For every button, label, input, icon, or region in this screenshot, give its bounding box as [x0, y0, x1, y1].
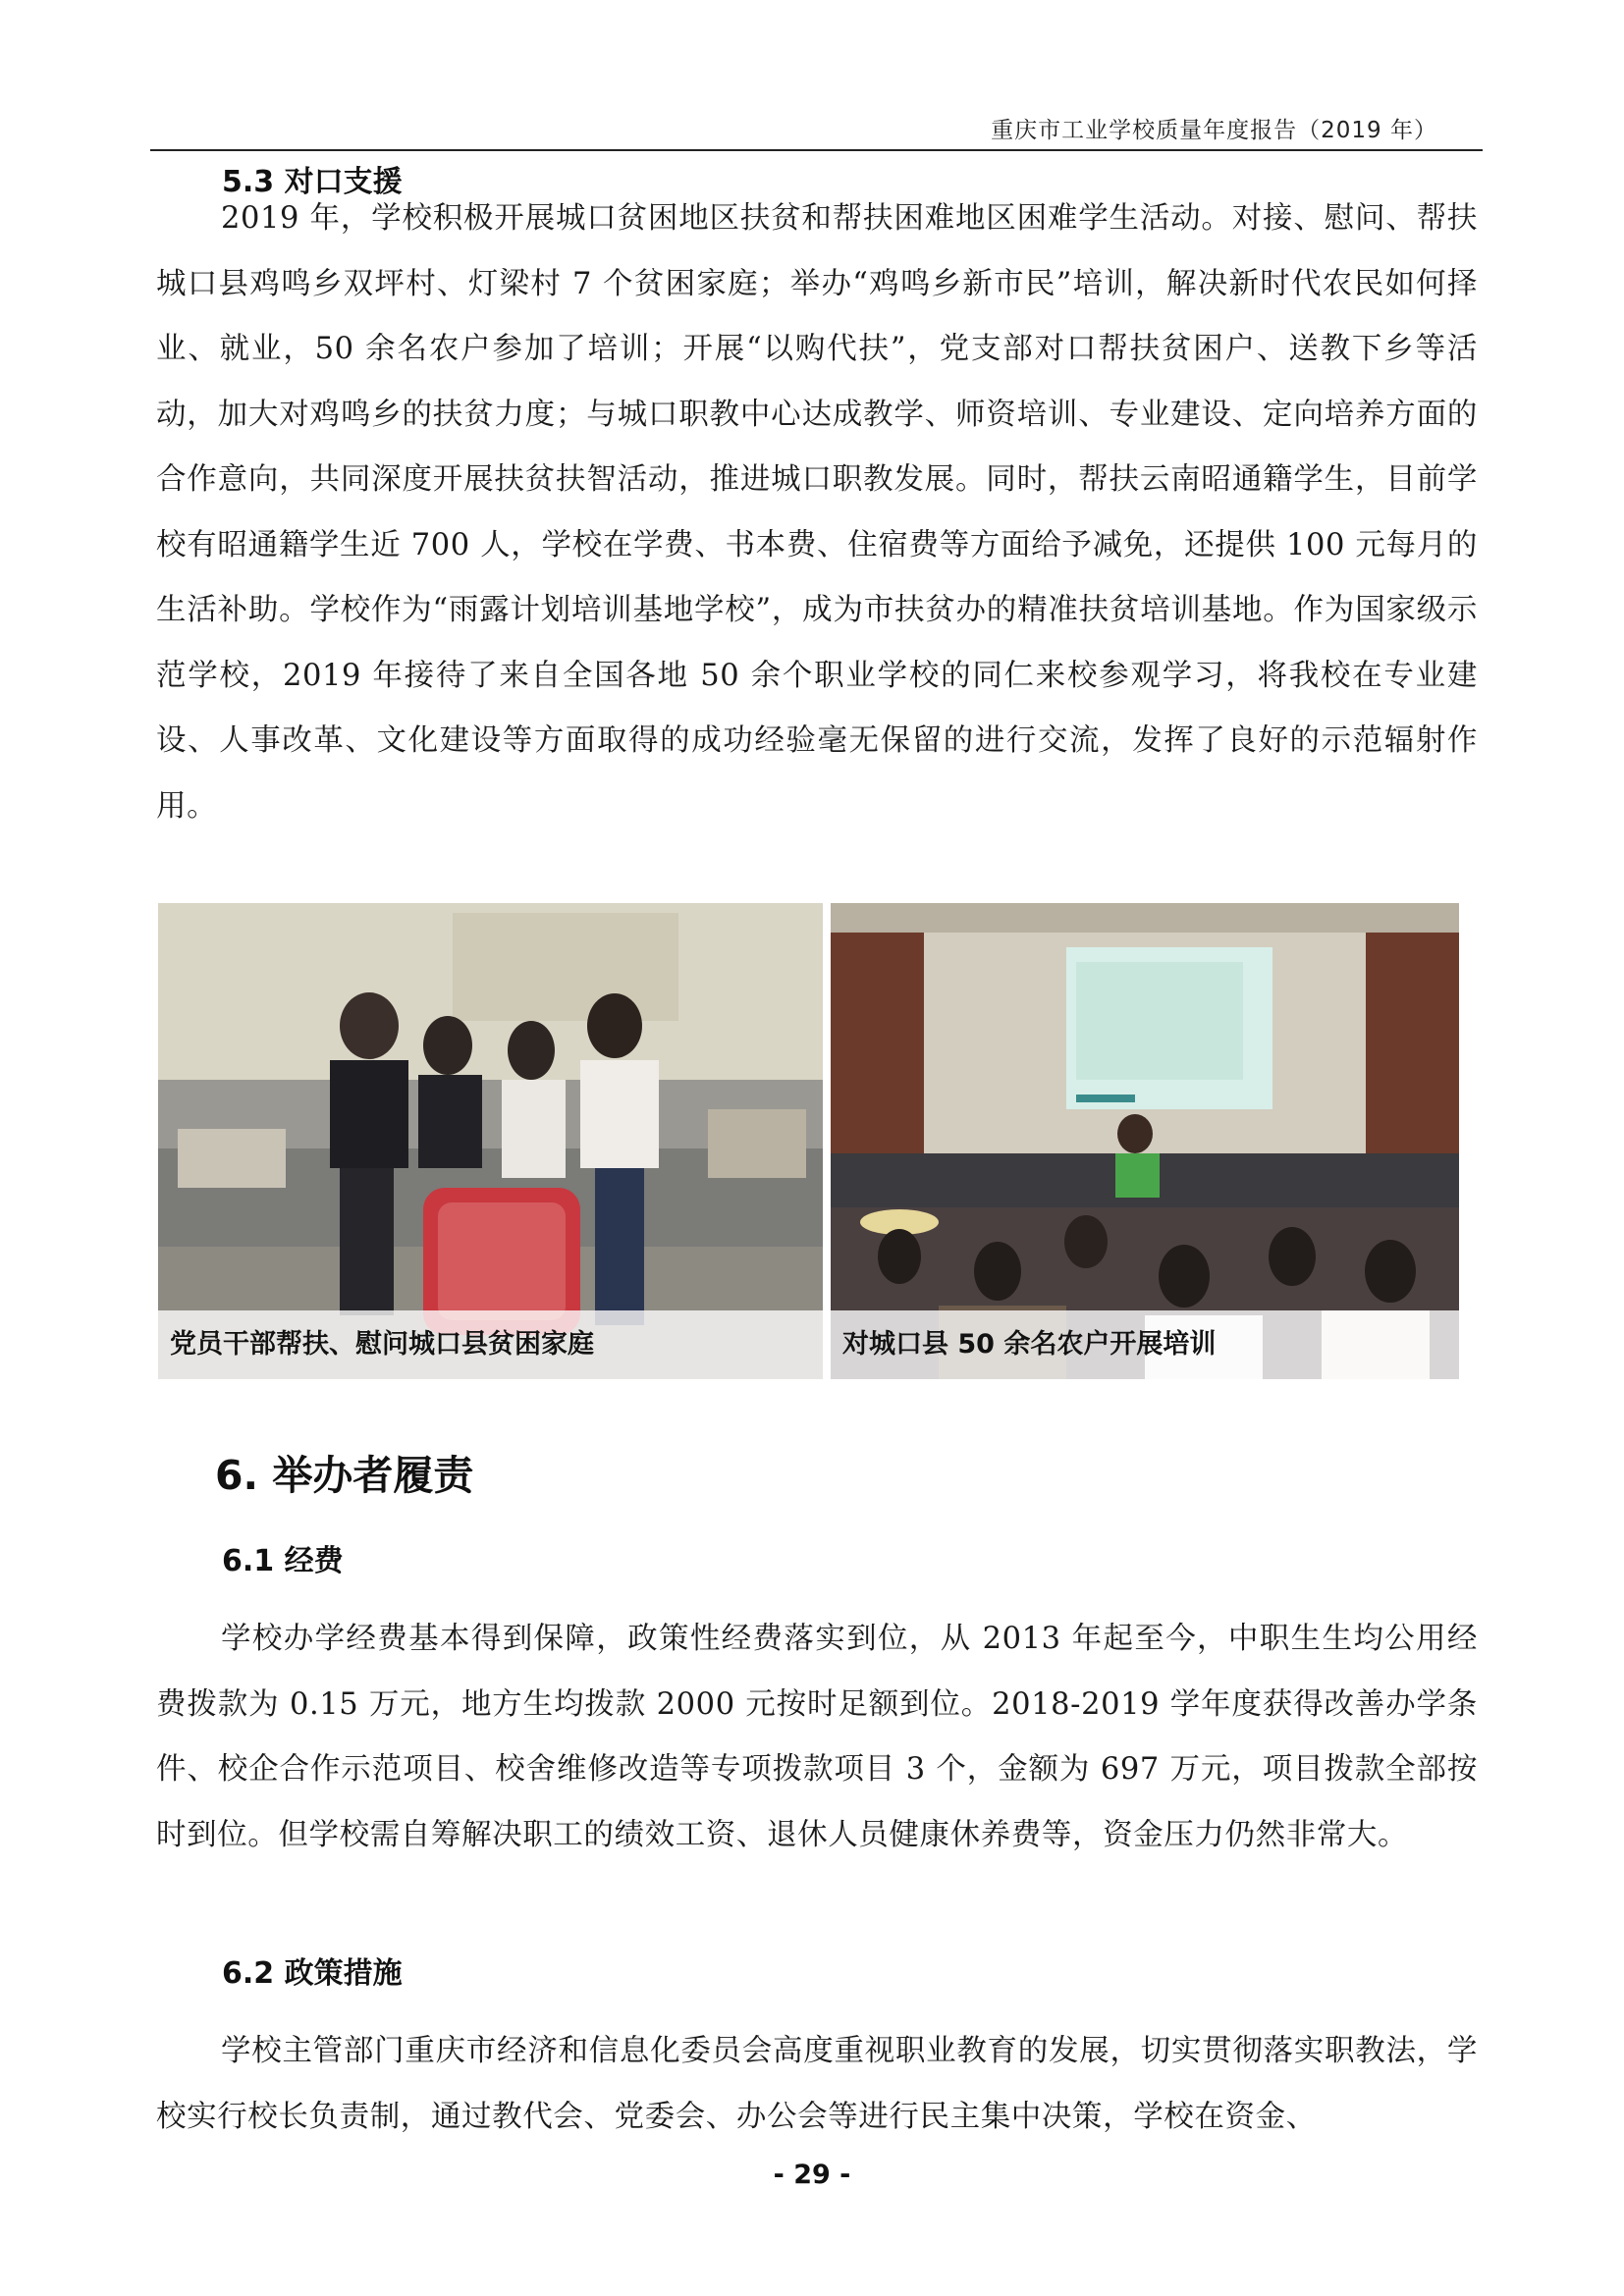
paragraph-6-2: 学校主管部门重庆市经济和信息化委员会高度重视职业教育的发展，切实贯彻落实职教法，学校实行校长负责制，通过教代会、党委会、办公会等进行民主集中决策，学校在资金、 [156, 2034, 1478, 2134]
page-number: - 29 - [773, 2160, 851, 2190]
section-heading-6-2: 6.2 政策措施 [222, 1956, 403, 1991]
photo-caption: 对城口县 50 余名农户开展培训 [831, 1310, 1459, 1379]
photo-farmer-training-image [831, 903, 1459, 1379]
paragraph-5-3: 2019 年，学校积极开展城口贫困地区扶贫和帮扶困难地区困难学生活动。对接、慰问、帮扶城口县鸡鸣乡双坪村、灯梁村 7 个贫困家庭；举办“鸡鸣乡新市民”培训，解决新时代农民如何择业、就业，50 余名农户参加了培训；开展“以购代扶”，党支部对口帮扶贫困户、送教下乡等活动，加大对鸡鸣乡的扶贫力度；与城口职教中心达成教学、师资培训、专业建设、定向培养方面的合作意向，共同深度开展扶贫扶智活动，推进城口职教发展。同时，帮扶云南昭通籍学生，目前学校有昭通籍学生近 700 人，学校在学费、书本费、住宿费等方面给予减免，还提供 100 元每月的生活补助。学校作为“雨露计划培训基地学校”，成为市扶贫办的精准扶贫培训基地。作为国家级示范学校，2019 年接待了来自全国各地 50 余个职业学校的同仁来校参观学习，将我校在专业建设、人事改革、文化建设等方面取得的成功经验毫无保留的进行交流，发挥了良好的示范辐射作用。 [156, 201, 1478, 824]
photo-farmer-training [831, 903, 1459, 1379]
report-title: 重庆市工业学校质量年度报告（2019 年） [991, 118, 1437, 143]
photo-poverty-visit-image [158, 903, 823, 1379]
photo-caption: 党员干部帮扶、慰问城口县贫困家庭 [158, 1310, 823, 1379]
section-heading-6-1: 6.1 经费 [222, 1544, 344, 1578]
page-header [150, 110, 1483, 151]
section-heading-5-3: 5.3 对口支援 [222, 165, 403, 199]
section-heading-6: 6. 举办者履责 [215, 1452, 474, 1499]
paragraph-6-1: 学校办学经费基本得到保障，政策性经费落实到位，从 2013 年起至今，中职生生均公用经费拨款为 0.15 万元，地方生均拨款 2000 元按时足额到位。2018-2019 学年度获得改善办学条件、校企合作示范项目、校舍维修改造等专项拨款项目 3 个，金额为 697 万元，项目拨款全部按时到位。但学校需自筹解决职工的绩效工资、退休人员健康休养费等，资金压力仍然非常大。 [156, 1622, 1478, 1852]
photo-poverty-visit [158, 903, 823, 1379]
